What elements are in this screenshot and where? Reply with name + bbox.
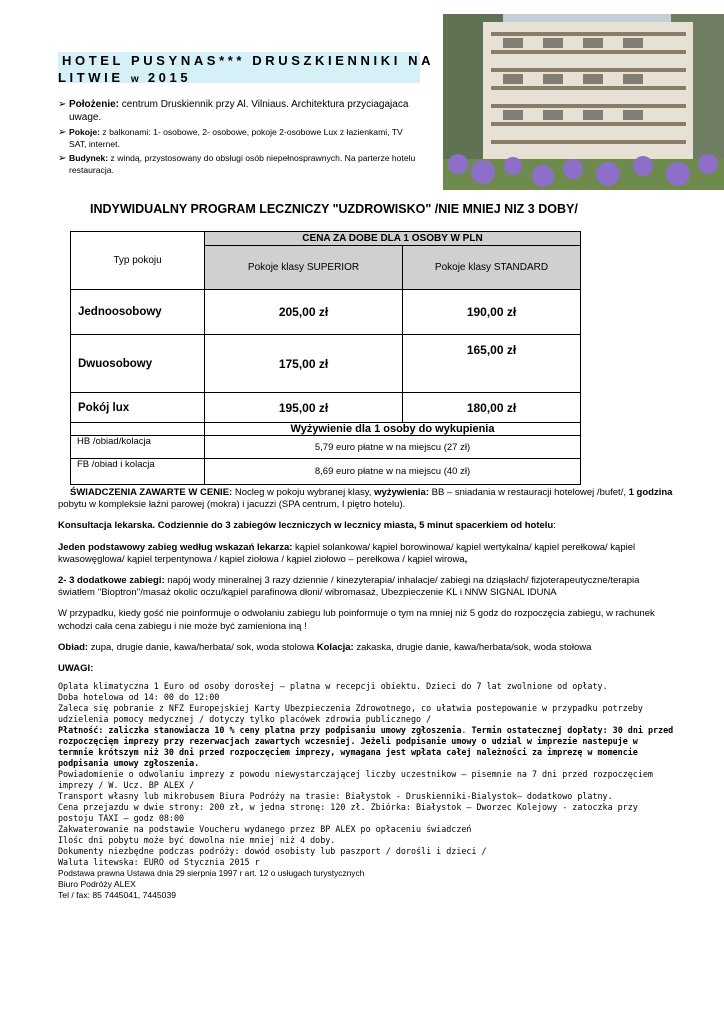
services-text: – sniadania w restauracji hotelowej /bufet/, (444, 487, 629, 498)
superior-price-cell: 205,00 zł (205, 290, 403, 335)
dinner-label: Obiad: (58, 641, 89, 653)
price-header: CENA ZA DOBE DLA 1 OSOBY W PLN (205, 232, 581, 246)
table-row (71, 436, 581, 459)
note-item: Podstawa prawna Ustawa dnia 29 sierpnia 1997 r art. 12 o usługach turystycznych (58, 868, 365, 879)
feature-text: centrum Druskiennik przy Al. Vilniaus. Architektura przyciagajaca uwage. (69, 99, 409, 123)
arrow-bullet-icon: ➢ (58, 127, 67, 138)
table-row (71, 232, 581, 246)
services-label: ŚWIADCZENIA ZAWARTE W CENIE: (70, 487, 233, 498)
basic-treatment-tail: , (464, 553, 468, 565)
services-paragraph (58, 487, 674, 511)
room-type-cell: Pokój lux (71, 393, 205, 423)
meal-name-cell: FB /obiad i kolacja (71, 459, 205, 485)
offer-details (58, 487, 674, 879)
feature-text: z balkonami: 1- osobowe, 2- osobowe, pokoje 2-osobowe Lux z łazienkami, TV SAT, internet. (69, 127, 403, 149)
note-item: Ilośc dni pobytu może być dowolna nie mniej niż 4 doby. (58, 835, 336, 846)
empty-cell (71, 423, 205, 436)
agency-contact: Tel / fax: 85 7445041, 7445039 (58, 890, 177, 900)
room-type-cell: Jednoosobowy (71, 290, 205, 335)
arrow-bullet-icon: ➢ (58, 99, 67, 110)
supper-text: zakaska, drugie danie, kawa/herbata/sok, woda stołowa (353, 641, 592, 653)
program-heading: INDYWIDUALNY PROGRAM LECZNICZY "UZDROWISKO" /NIE MNIEJ NIZ 3 DOBY/ (90, 202, 578, 216)
list-item (58, 153, 418, 176)
agency-name: Biuro Podróży ALEX (58, 879, 136, 889)
supper-label: Kolacja: (316, 641, 354, 653)
hotel-photo (443, 14, 724, 190)
basic-treatment-paragraph (58, 542, 674, 566)
consultation-tail: : (553, 520, 556, 532)
title-part: LITWIE (58, 70, 131, 85)
note-item (58, 725, 674, 769)
meals-label: wyżywienia: (374, 487, 429, 498)
table-row (71, 335, 581, 393)
agency-footer (58, 879, 176, 901)
basic-treatment-label: Jeden podstawowy zabieg według wskazań lekarza: (58, 541, 293, 553)
note-item: Zaleca się pobranie z NFZ Europejskiej Karty Ubezpieczenia Zdrowotnego, co ułatwia postepowanie w przypadku potrzeby udzielenia pomocy medycznej / dotyczy tylko placówek zdrowia publicznego / (58, 703, 643, 725)
additional-treatment-paragraph (58, 575, 674, 599)
payment-label: Płatność: (58, 725, 104, 736)
hotel-building-illustration (443, 14, 724, 190)
dinner-text: zupa, drugie danie, kawa/herbata/ sok, woda stolowa (88, 641, 317, 653)
consultation-paragraph (58, 520, 674, 532)
payment-separator: . (461, 725, 472, 736)
page-title-line-2 (58, 70, 191, 85)
meal-price-cell: 8,69 euro płatne w na miejscu (40 zł) (205, 459, 581, 485)
standard-price-cell: 165,00 zł (403, 335, 581, 393)
room-type-header: Typ pokoju (71, 232, 205, 290)
note-item: Transport własny lub mikrobusem Biura Podróży na trasie: Białystok - Druskienniki-Bialystok– dodatkowo platny. (58, 791, 613, 802)
price-table (70, 231, 581, 485)
title-part-year: 2015 (140, 70, 192, 85)
meals-header: Wyżywienie dla 1 osoby do wykupienia (205, 423, 581, 436)
additional-treatment-text: napój wody mineralnej 3 razy dziennie / kinezyterapia/ inhalacje/ zabiegi na dziąsłach/ fizjoterapeutyczne/terapia światłem ''Bioptron''/masaż okolic oczu/kąpiel parafinowa dłoni/ wibromasaż, Ubezpieczenie KL i NNW SIGNAL IDUNA (58, 575, 640, 599)
services-text: Nocleg w pokoju wybranej klasy, (232, 487, 375, 498)
hours-label: 1 godzina (628, 487, 673, 498)
services-text: pobytu w kompleksie łaźni parowej (mokra) i jacuzzi (SPA centrum, I piętro hotelu). (58, 499, 406, 511)
list-item (58, 127, 418, 150)
note-item: Doba hotelowa od 14: 00 do 12:00 (58, 692, 220, 703)
superior-price-cell: 195,00 zł (205, 393, 403, 423)
table-row (71, 393, 581, 423)
table-row (71, 290, 581, 335)
feature-label: Budynek: (69, 153, 109, 163)
notes-list (58, 681, 674, 879)
note-item: Waluta litewska: EURO od Stycznia 2015 r (58, 857, 260, 868)
note-item: Oplata klimatyczna 1 Euro od osoby dorosłej – platna w recepcji obiektu. Dzieci do 7 lat zwolnione od opłaty. (58, 681, 608, 692)
list-item (58, 99, 418, 124)
additional-treatment-label: 2- 3 dodatkowe zabiegi: (58, 575, 165, 587)
page-title-line-1: HOTEL PUSYNAS*** DRUSZKIENNIKI NA (62, 53, 435, 68)
feature-label: Położenie: (69, 99, 120, 110)
meals-bb: BB (429, 487, 445, 498)
superior-price-cell: 175,00 zł (205, 335, 403, 393)
consultation-text: Konsultacja lekarska. Codziennie do 3 zabiegów leczniczych w lecznicy miasta, 5 minut spacerkiem od hotelu (58, 520, 554, 532)
room-type-cell: Dwuosobowy (71, 335, 205, 393)
note-item: Powiadomienie o odwolaniu imprezy z powodu niewystarczającej liczby uczestnikow – pisemnie na 7 dni przed rozpoczęciem imprezy / W. Ucz. BP ALEX / (58, 769, 653, 791)
note-item: Dokumenty niezbędne podczas podróży: dowód osobisty lub paszport / dorośli i dzieci / (58, 846, 487, 857)
feature-label: Pokoje: (69, 127, 101, 137)
note-item: Zakwaterowanie na podstawie Voucheru wydanego przez BP ALEX po opłaceniu świadczeń (58, 824, 472, 835)
standard-price-cell: 190,00 zł (403, 290, 581, 335)
payment-deposit: zaliczka stanowiacza 10 % ceny platna przy podpisaniu umowy zgłoszenia (103, 725, 462, 736)
notes-heading (58, 663, 674, 675)
meal-name-cell: HB /obiad/kolacja (71, 436, 205, 459)
table-row (71, 459, 581, 485)
meals-paragraph (58, 642, 674, 654)
table-row (71, 423, 581, 436)
meal-price-cell: 5,79 euro płatne w na miejscu (27 zł) (205, 436, 581, 459)
payment-terms: Termin ostatecznej dopłaty: 30 dni przed rozpoczęcięm imprezy przy rezerwacjach zawartych wczesniej. Jeżeli podpisanie umowy o udzial w imprezie nastepuje w termnie krótszym niż 30 dni przed rozpoczęciem imprezy, wymagana jest wpłata całej należności za imprezę w momencie podpisania umowy zgłoszenia. (58, 725, 674, 769)
title-part-w: w (130, 74, 141, 85)
arrow-bullet-icon: ➢ (58, 153, 67, 164)
note-item: Cena przejazdu w dwie strony: 200 zł, w jedna stronę: 120 zł. Zbiórka: Białystok – Dworzec Kolejowy - zatoczka przy postoju TAXI – godz 08:00 (58, 802, 638, 824)
cancellation-paragraph: W przypadku, kiedy gość nie poinformuje o odwołaniu zabiegu lub poinformuje o tym na mniej niż 5 godz do rozpoczęcia zabiegu, w rachunek wchodzi cała cena zabiegu i nie może być zamieniona iną ! (58, 608, 655, 632)
hotel-features-list (58, 99, 418, 179)
basic-treatment-text: kąpiel solankowa/ kąpiel borowinowa/ kąpiel wertykalna/ kąpiel perełkowa/ kąpiel kwasowęglowa/ kąpiel terpentynowa / kąpiel ziołowa / kąpiel ziołowo – perełkowa / kąpiel wirowa (58, 541, 636, 565)
standard-header: Pokoje klasy STANDARD (403, 246, 581, 290)
feature-text: z windą, przystosowany do obsługi osób niepełnosprawnych. Na parterze hotelu restauracja. (69, 153, 416, 175)
superior-header: Pokoje klasy SUPERIOR (205, 246, 403, 290)
notes-label: UWAGI: (58, 663, 94, 675)
standard-price-cell: 180,00 zł (403, 393, 581, 423)
